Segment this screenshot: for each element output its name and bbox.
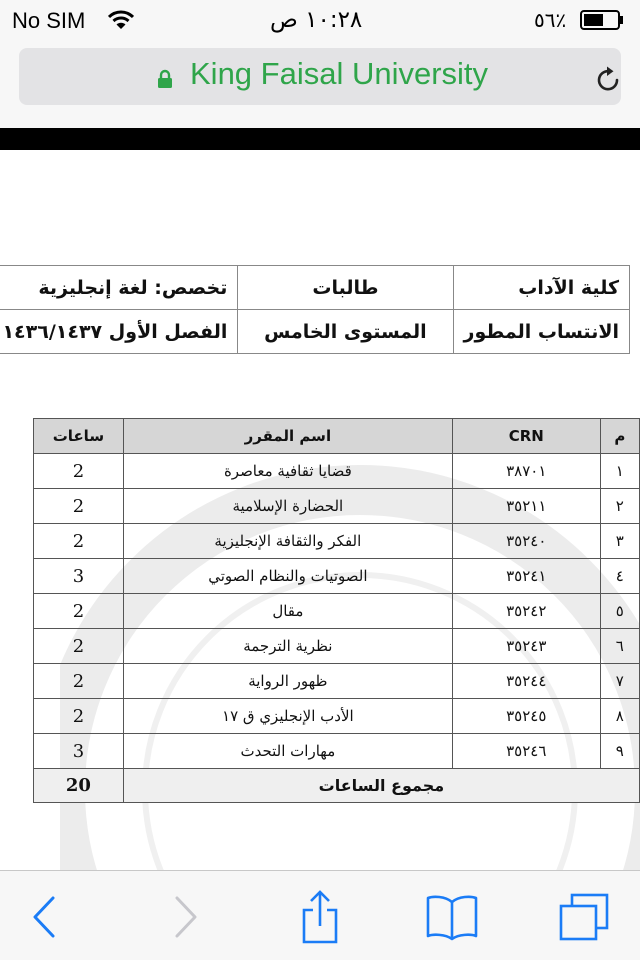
row-num: ١: [600, 454, 639, 489]
row-num: ٣: [600, 524, 639, 559]
back-button[interactable]: [14, 889, 74, 945]
address-field[interactable]: [19, 48, 621, 105]
address-bar-area: [0, 40, 640, 128]
info-cell: الفصل الأول ١٤٣٦/١٤٣٧: [0, 310, 238, 354]
table-row: [34, 699, 640, 734]
tabs-icon: [558, 893, 610, 941]
row-crn: ٣٥٢٤٠: [452, 524, 600, 559]
info-cell: تخصص: لغة إنجليزية: [0, 266, 238, 310]
carrier-label: No SIM: [12, 8, 86, 33]
clock: ١٠:٢٨ ص: [270, 7, 363, 33]
row-hours: 3: [34, 559, 124, 594]
row-crn: ٣٥٢٤٤: [452, 664, 600, 699]
header-hours: ساعات: [34, 419, 124, 454]
row-course-name: الفكر والثقافة الإنجليزية: [123, 524, 452, 559]
table-row: [34, 734, 640, 769]
row-crn: ٣٥٢٤٣: [452, 629, 600, 664]
table-row: [34, 524, 640, 559]
back-icon: [31, 895, 57, 939]
info-cell: كلية الآداب: [453, 266, 629, 310]
status-bar: [0, 0, 640, 40]
row-course-name: الأدب الإنجليزي ق ١٧: [123, 699, 452, 734]
row-num: ٨: [600, 699, 639, 734]
info-row: [0, 266, 630, 310]
row-course-name: مقال: [123, 594, 452, 629]
row-num: ٥: [600, 594, 639, 629]
forward-icon: [173, 895, 199, 939]
table-row: [34, 559, 640, 594]
row-course-name: نظرية الترجمة: [123, 629, 452, 664]
share-icon: [300, 890, 340, 944]
table-row: [34, 489, 640, 524]
row-hours: 2: [34, 454, 124, 489]
total-label: مجموع الساعات: [123, 769, 639, 803]
row-hours: 2: [34, 594, 124, 629]
header-course-name: اسم المقرر: [123, 419, 452, 454]
battery-icon: [580, 10, 624, 30]
info-row: [0, 310, 630, 354]
bookmarks-button[interactable]: [422, 889, 482, 945]
row-crn: ٣٥٢٤٦: [452, 734, 600, 769]
row-course-name: الحضارة الإسلامية: [123, 489, 452, 524]
tabs-button[interactable]: [554, 889, 614, 945]
bookmarks-icon: [425, 893, 479, 941]
row-crn: ٣٥٢٤١: [452, 559, 600, 594]
row-num: ٢: [600, 489, 639, 524]
row-course-name: قضايا ثقافية معاصرة: [123, 454, 452, 489]
row-hours: 2: [34, 629, 124, 664]
course-schedule-table: [33, 418, 640, 803]
url-domain: King Faisal University: [190, 56, 489, 91]
row-course-name: الصوتيات والنظام الصوتي: [123, 559, 452, 594]
row-course-name: ظهور الرواية: [123, 664, 452, 699]
battery-percent: ٥٦٪: [534, 8, 567, 32]
row-hours: 2: [34, 524, 124, 559]
forward-button[interactable]: [156, 889, 216, 945]
row-hours: 2: [34, 664, 124, 699]
row-crn: ٣٥٢٤٥: [452, 699, 600, 734]
row-hours: 2: [34, 489, 124, 524]
row-crn: ٣٥٢١١: [452, 489, 600, 524]
table-row: [34, 629, 640, 664]
row-num: ٦: [600, 629, 639, 664]
table-row: [34, 664, 640, 699]
row-course-name: مهارات التحدث: [123, 734, 452, 769]
row-num: ٤: [600, 559, 639, 594]
student-info-table: [0, 265, 630, 354]
info-cell: المستوى الخامس: [238, 310, 453, 354]
info-cell: الانتساب المطور: [453, 310, 629, 354]
row-hours: 3: [34, 734, 124, 769]
lock-icon: [157, 69, 173, 89]
table-row: [34, 454, 640, 489]
row-hours: 2: [34, 699, 124, 734]
total-row: [34, 769, 640, 803]
table-header-row: [34, 419, 640, 454]
header-num: م: [600, 419, 639, 454]
row-num: ٩: [600, 734, 639, 769]
header-crn: CRN: [452, 419, 600, 454]
row-crn: ٣٥٢٤٢: [452, 594, 600, 629]
browser-toolbar: [0, 870, 640, 960]
table-row: [34, 594, 640, 629]
total-hours: 20: [34, 769, 124, 803]
info-cell: طالبات: [238, 266, 453, 310]
reload-icon[interactable]: [595, 65, 621, 93]
row-crn: ٣٨٧٠١: [452, 454, 600, 489]
share-button[interactable]: [290, 889, 350, 945]
page-header-band: [0, 128, 640, 150]
row-num: ٧: [600, 664, 639, 699]
wifi-icon: [108, 10, 134, 30]
